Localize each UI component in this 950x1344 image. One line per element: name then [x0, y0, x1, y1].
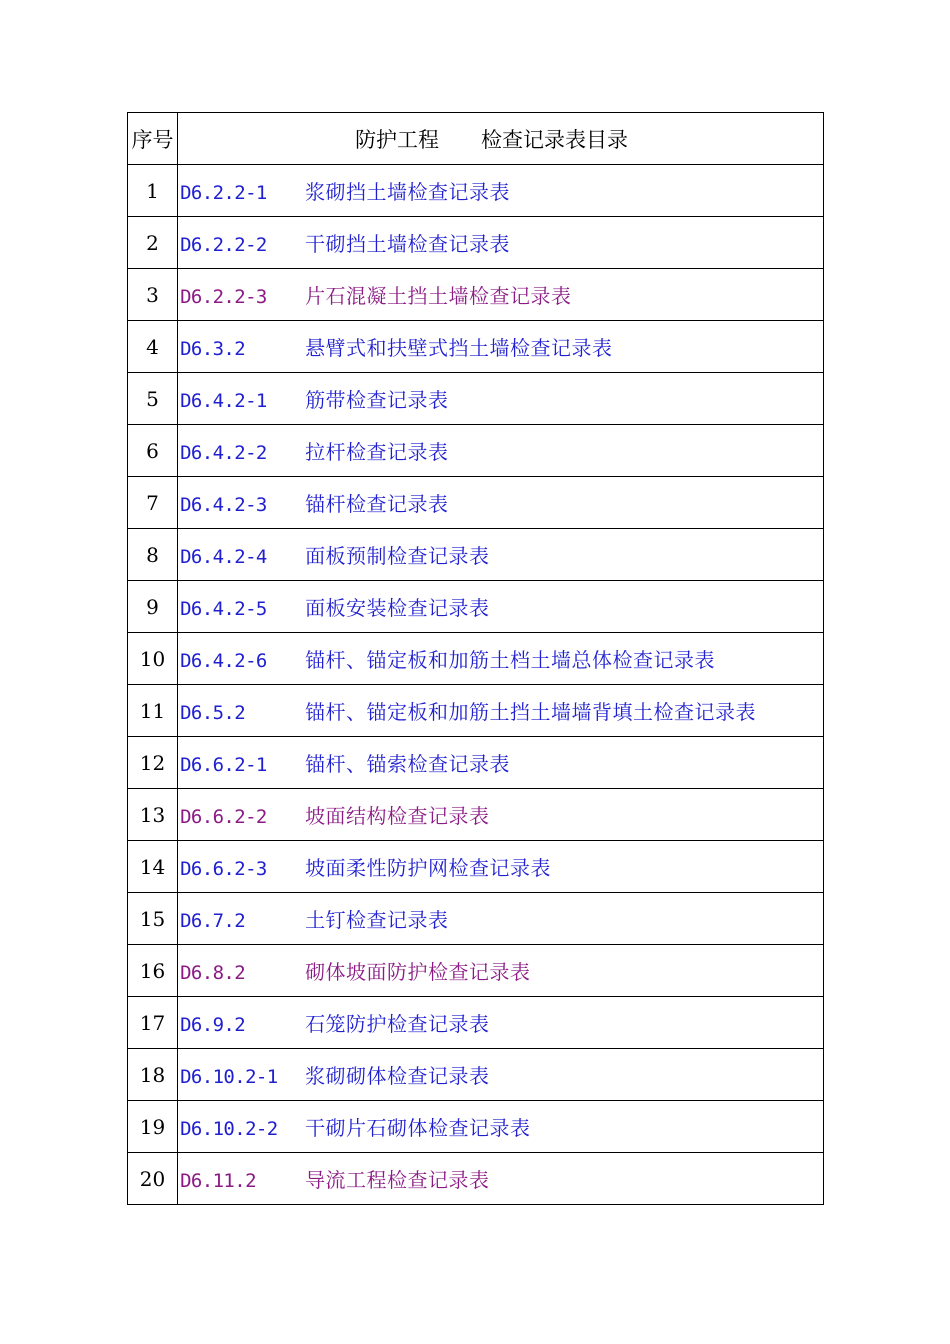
form-code: D6.11.2	[180, 1170, 256, 1192]
form-code: D6.2.2-2	[180, 234, 267, 256]
form-code: D6.8.2	[180, 962, 246, 984]
row-number: 3	[128, 269, 178, 321]
form-name: 坡面结构检查记录表	[305, 804, 490, 828]
form-name: 石笼防护检查记录表	[305, 1012, 490, 1036]
table-row-14	[128, 841, 824, 893]
form-code: D6.5.2	[180, 702, 246, 724]
row-number: 2	[128, 217, 178, 269]
row-number: 7	[128, 477, 178, 529]
form-code: D6.4.2-4	[180, 546, 267, 568]
row-number: 10	[128, 633, 178, 685]
form-code: D6.6.2-1	[180, 754, 267, 776]
row-content	[178, 529, 824, 581]
row-content	[178, 945, 824, 997]
row-number: 4	[128, 321, 178, 373]
row-number: 18	[128, 1049, 178, 1101]
form-code: D6.2.2-3	[180, 286, 267, 308]
row-content	[178, 581, 824, 633]
row-content	[178, 321, 824, 373]
form-code: D6.3.2	[180, 338, 246, 360]
form-name: 干砌片石砌体检查记录表	[305, 1116, 531, 1140]
table-row-16	[128, 945, 824, 997]
row-content	[178, 165, 824, 217]
row-number: 17	[128, 997, 178, 1049]
row-number: 12	[128, 737, 178, 789]
form-code: D6.6.2-3	[180, 858, 267, 880]
form-name: 锚杆检查记录表	[305, 492, 449, 516]
form-code: D6.4.2-3	[180, 494, 267, 516]
form-name: 锚杆、锚索检查记录表	[305, 752, 511, 776]
form-name: 砌体坡面防护检查记录表	[305, 960, 531, 984]
row-content	[178, 1101, 824, 1153]
table-row-1	[128, 165, 824, 217]
form-name: 坡面柔性防护网检查记录表	[305, 856, 552, 880]
form-code: D6.4.2-5	[180, 598, 267, 620]
table-row-9	[128, 581, 824, 633]
form-name: 面板安装检查记录表	[305, 596, 490, 620]
form-name: 锚杆、锚定板和加筋土挡土墙墙背填土检查记录表	[305, 700, 757, 724]
row-content	[178, 633, 824, 685]
table-row-11	[128, 685, 824, 737]
header-number-label: 序号	[128, 113, 178, 165]
form-name: 导流工程检查记录表	[305, 1168, 490, 1192]
table-row-19	[128, 1101, 824, 1153]
form-code: D6.4.2-1	[180, 390, 267, 412]
row-content	[178, 477, 824, 529]
row-number: 5	[128, 373, 178, 425]
row-content	[178, 789, 824, 841]
table-row-7	[128, 477, 824, 529]
table-row-20	[128, 1153, 824, 1205]
row-number: 13	[128, 789, 178, 841]
row-number: 9	[128, 581, 178, 633]
table-row-3	[128, 269, 824, 321]
form-code: D6.4.2-6	[180, 650, 267, 672]
row-content	[178, 893, 824, 945]
row-content	[178, 841, 824, 893]
table-row-15	[128, 893, 824, 945]
form-code: D6.4.2-2	[180, 442, 267, 464]
row-number: 16	[128, 945, 178, 997]
row-number: 15	[128, 893, 178, 945]
table-row-10	[128, 633, 824, 685]
row-content	[178, 373, 824, 425]
table-row-17	[128, 997, 824, 1049]
row-content	[178, 217, 824, 269]
record-index-table	[127, 112, 824, 1205]
row-content	[178, 737, 824, 789]
form-code: D6.10.2-1	[180, 1066, 278, 1088]
row-number: 11	[128, 685, 178, 737]
row-content	[178, 269, 824, 321]
form-name: 拉杆检查记录表	[305, 440, 449, 464]
form-code: D6.2.2-1	[180, 182, 267, 204]
row-number: 14	[128, 841, 178, 893]
form-name: 面板预制检查记录表	[305, 544, 490, 568]
form-code: D6.7.2	[180, 910, 246, 932]
row-number: 6	[128, 425, 178, 477]
table-row-13	[128, 789, 824, 841]
table-row-12	[128, 737, 824, 789]
row-number: 1	[128, 165, 178, 217]
form-name: 筋带检查记录表	[305, 388, 449, 412]
row-number: 19	[128, 1101, 178, 1153]
table-row-6	[128, 425, 824, 477]
table-row-4	[128, 321, 824, 373]
form-name: 土钉检查记录表	[305, 908, 449, 932]
form-code: D6.6.2-2	[180, 806, 267, 828]
form-name: 干砌挡土墙检查记录表	[305, 232, 511, 256]
row-content	[178, 1049, 824, 1101]
row-content	[178, 997, 824, 1049]
row-content	[178, 1153, 824, 1205]
table-row-5	[128, 373, 824, 425]
form-name: 片石混凝土挡土墙检查记录表	[305, 284, 572, 308]
form-name: 锚杆、锚定板和加筋土档土墙总体检查记录表	[305, 648, 716, 672]
form-name: 浆砌挡土墙检查记录表	[305, 180, 511, 204]
form-name: 浆砌砌体检查记录表	[305, 1064, 490, 1088]
row-number: 20	[128, 1153, 178, 1205]
row-number: 8	[128, 529, 178, 581]
row-content	[178, 425, 824, 477]
table-row-2	[128, 217, 824, 269]
table-header-row	[128, 113, 824, 165]
table-row-8	[128, 529, 824, 581]
form-code: D6.10.2-2	[180, 1118, 278, 1140]
form-name: 悬臂式和扶壁式挡土墙检查记录表	[305, 336, 613, 360]
row-content	[178, 685, 824, 737]
form-code: D6.9.2	[180, 1014, 246, 1036]
table-row-18	[128, 1049, 824, 1101]
header-title: 防护工程 检查记录表目录	[178, 113, 824, 165]
